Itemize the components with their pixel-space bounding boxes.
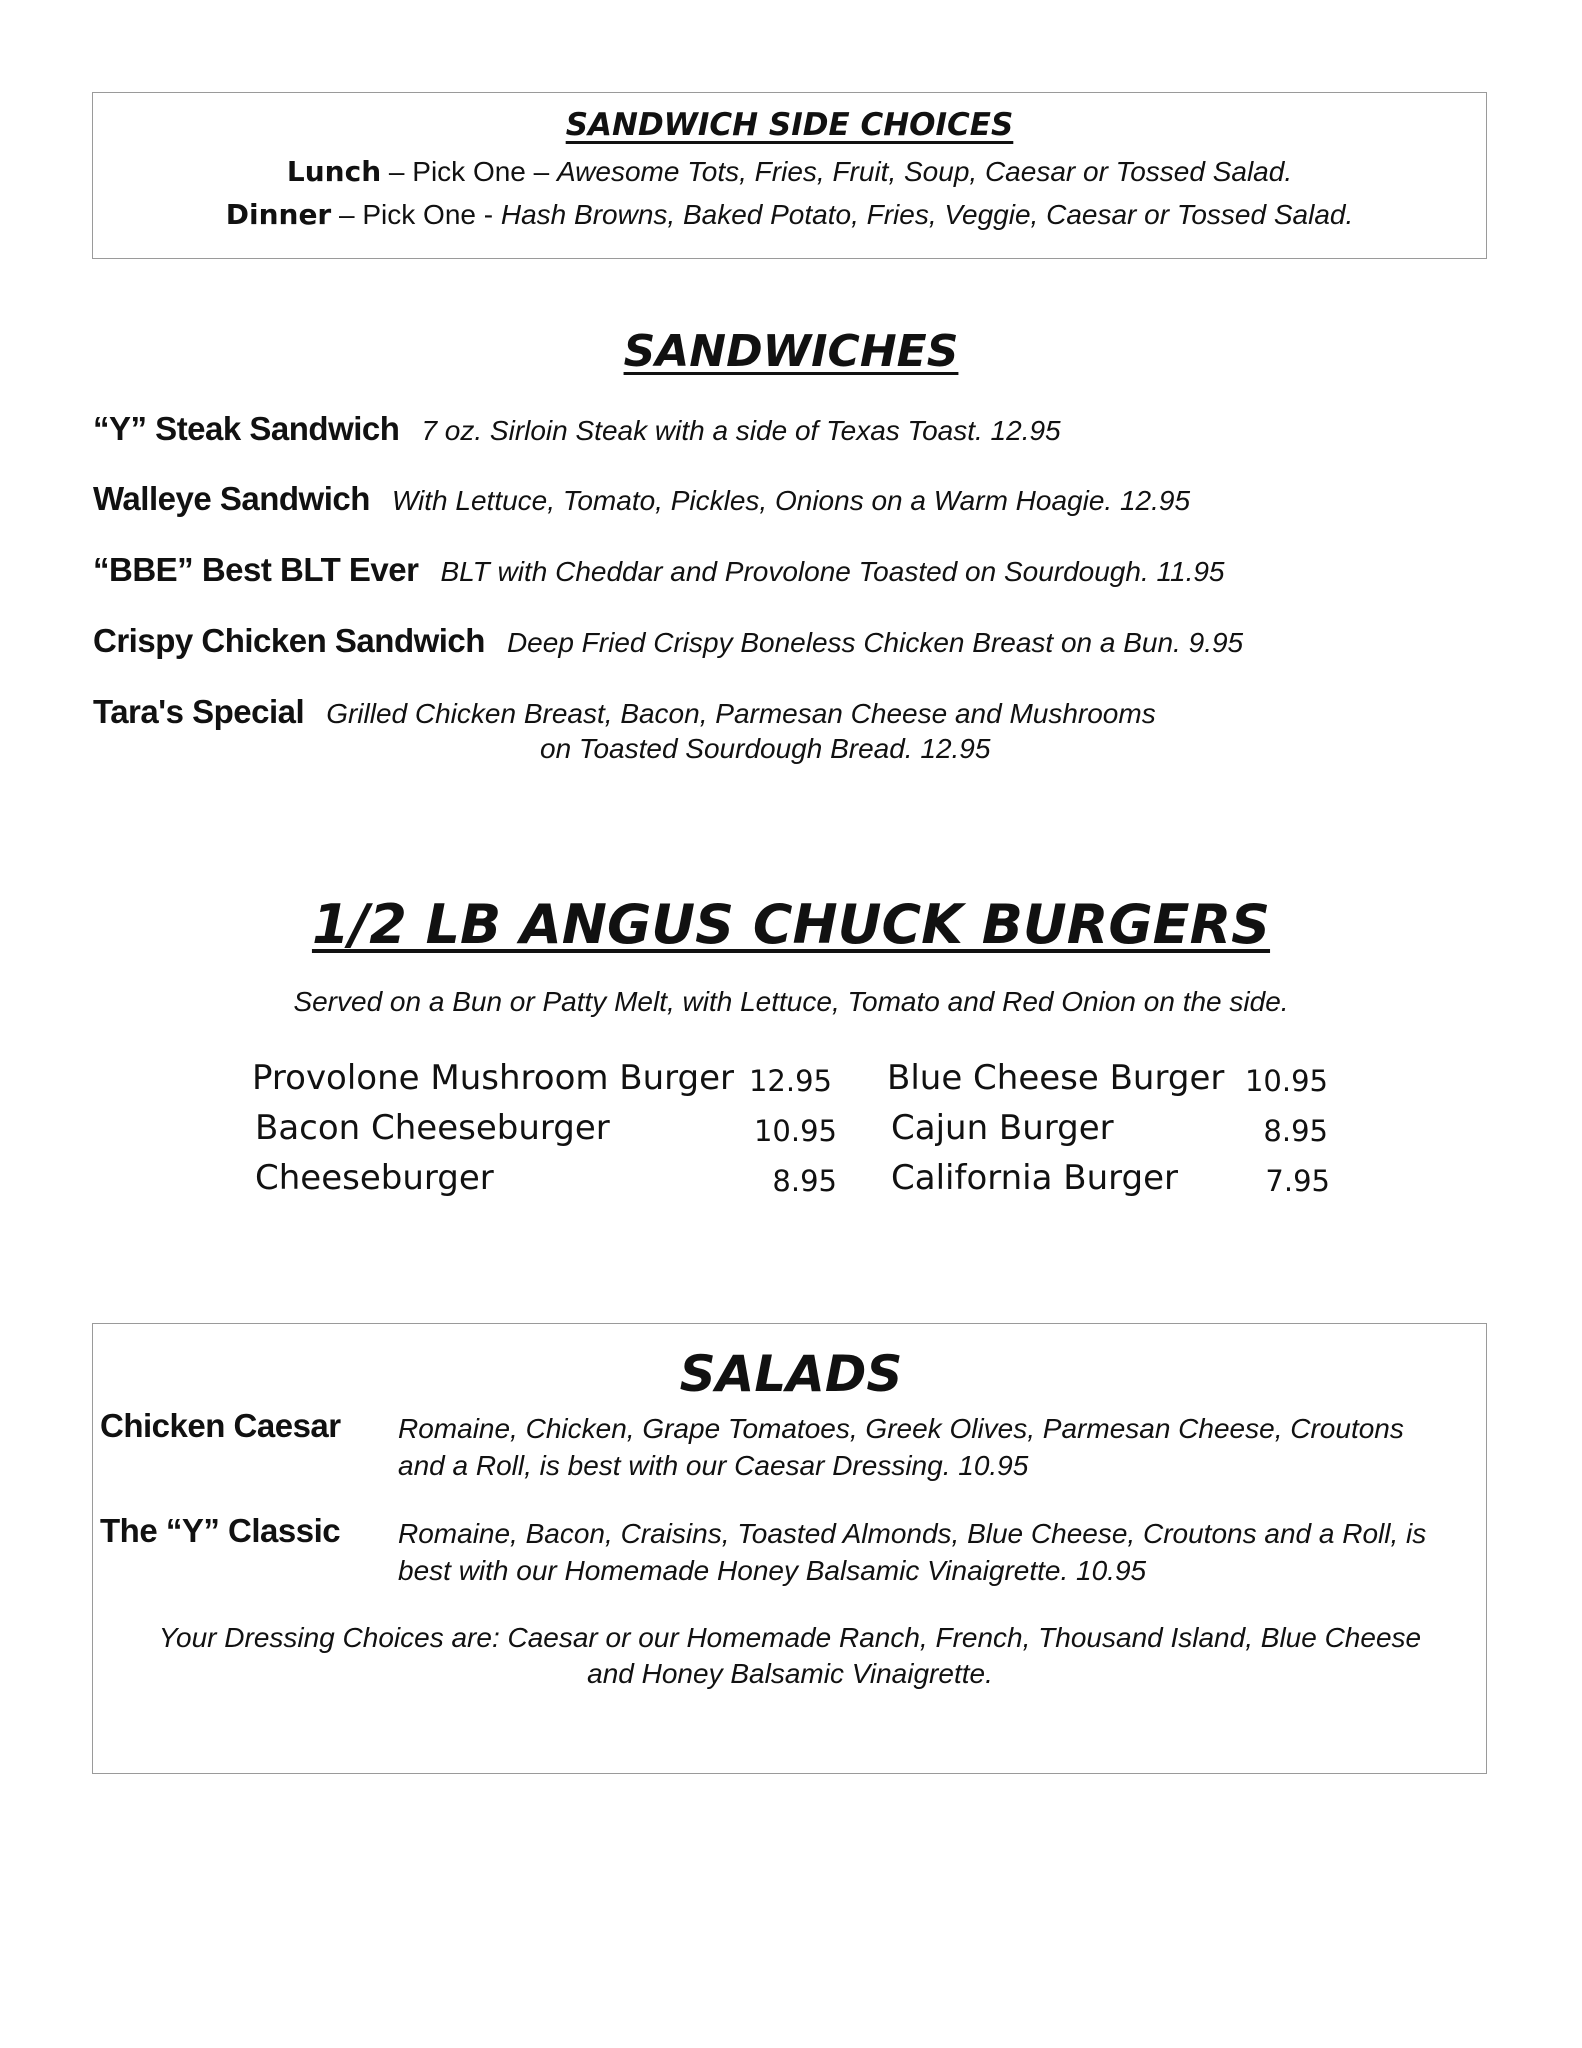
lunch-label: Lunch (286, 155, 382, 188)
dinner-options: Hash Browns, Baked Potato, Fries, Veggie, Caesar or Tossed Salad. (500, 199, 1354, 230)
salad-dressing-note: Your Dressing Choices are: Caesar or our Homemade Ranch, French, Thousand Island, Blue Cheese and Honey Balsamic Vinaigrette. (158, 1622, 1422, 1689)
sandwich-desc: With Lettuce, Tomato, Pickles, Onions on a Warm Hoagie. 12.95 (391, 485, 1191, 516)
burger-name: Bacon Cheeseburger (255, 1108, 610, 1148)
burger-price: 12.95 (748, 1064, 832, 1098)
burger-name: Cajun Burger (891, 1108, 1114, 1148)
side-choices-box (92, 92, 1487, 259)
sandwich-desc: 7 oz. Sirloin Steak with a side of Texas Toast. 12.95 (421, 415, 1061, 446)
sandwich-item (93, 480, 1190, 518)
sandwich-item (93, 551, 1225, 589)
sandwich-desc: BLT with Cheddar and Provolone Toasted on Sourdough. 11.95 (440, 556, 1225, 587)
lunch-pick-one: – Pick One – (381, 156, 558, 187)
burgers-title: 1/2 LB ANGUS CHUCK BURGERS (311, 893, 1271, 956)
burger-name: Blue Cheese Burger (887, 1058, 1225, 1098)
sandwich-item (93, 410, 1061, 448)
sandwiches-title: SANDWICHES (623, 326, 959, 377)
side-choices-dinner (93, 198, 1486, 231)
burgers-subtitle: Served on a Bun or Patty Melt, with Lettuce, Tomato and Red Onion on the side. (293, 986, 1289, 1017)
sandwich-item (93, 693, 1156, 731)
salad-desc: Romaine, Chicken, Grape Tomatoes, Greek Olives, Parmesan Cheese, Croutons and a Roll, is best with our Caesar Dressing. 10.95 (398, 1413, 1404, 1481)
salad-name: The “Y” Classic (100, 1512, 341, 1549)
sandwich-name: Walleye Sandwich (93, 480, 370, 517)
sandwich-name: Tara's Special (93, 693, 305, 730)
burger-price: 8.95 (1263, 1114, 1328, 1148)
sandwich-desc-continued: on Toasted Sourdough Bread. 12.95 (540, 733, 991, 764)
sandwich-desc: Grilled Chicken Breast, Bacon, Parmesan Cheese and Mushrooms (326, 698, 1156, 729)
dinner-label: Dinner (225, 198, 332, 231)
sandwich-name: “BBE” Best BLT Ever (93, 551, 419, 588)
sandwich-desc: Deep Fried Crispy Boneless Chicken Breast on a Bun. 9.95 (506, 627, 1244, 658)
salad-desc: Romaine, Bacon, Craisins, Toasted Almonds, Blue Cheese, Croutons and a Roll, is best with our Homemade Honey Balsamic Vinaigrette. 10.95 (398, 1518, 1427, 1586)
salad-name: Chicken Caesar (100, 1407, 341, 1444)
burger-price: 8.95 (772, 1164, 837, 1198)
side-choices-lunch (93, 155, 1486, 188)
dinner-pick-one: – Pick One - (331, 199, 501, 230)
side-choices-title: SANDWICH SIDE CHOICES (565, 107, 1014, 143)
sandwich-name: “Y” Steak Sandwich (93, 410, 400, 447)
burger-name: Cheeseburger (255, 1158, 494, 1198)
burger-price: 7.95 (1265, 1164, 1330, 1198)
lunch-options: Awesome Tots, Fries, Fruit, Soup, Caesar or Tossed Salad. (557, 156, 1293, 187)
burger-name: Provolone Mushroom Burger (252, 1058, 735, 1098)
salads-title: SALADS (679, 1345, 903, 1403)
burger-price: 10.95 (753, 1114, 837, 1148)
burger-price: 10.95 (1244, 1064, 1328, 1098)
sandwich-item (93, 622, 1243, 660)
sandwich-name: Crispy Chicken Sandwich (93, 622, 485, 659)
burger-name: California Burger (891, 1158, 1178, 1198)
